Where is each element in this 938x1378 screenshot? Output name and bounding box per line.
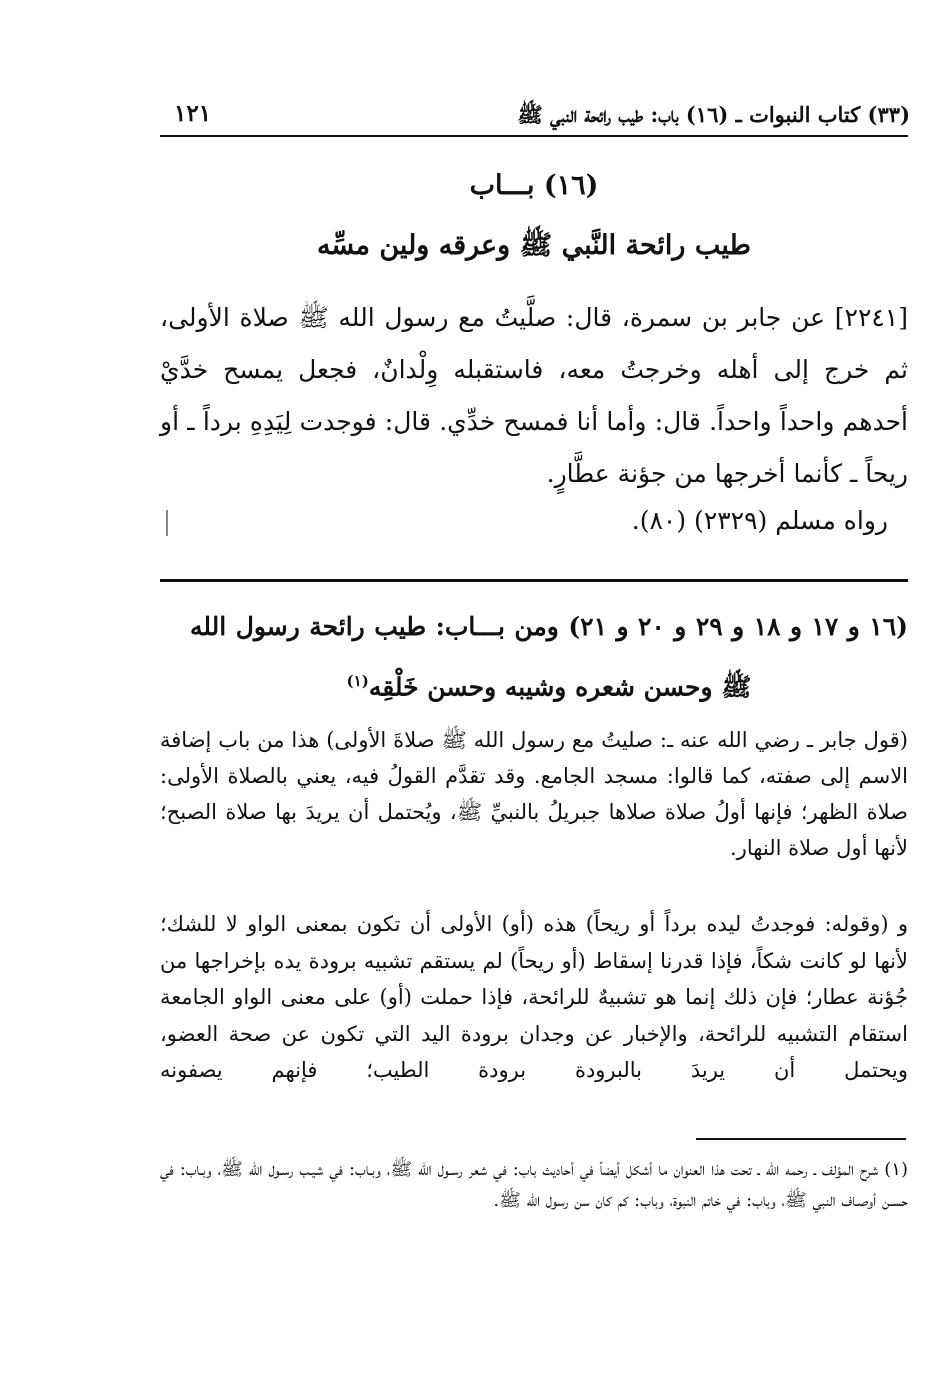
header-title: (٣٣) كتاب النبوات ـ (١٦) باب: طيب رائحة النبي ﷺ [517,102,910,127]
commentary-paragraph-1: (قول جابر ـ رضي الله عنه ـ: صليتُ مع رسول الله ﷺ صلاةَ الأولى) هذا من باب إضافة الاسم إلى صفته، كما قالوا: مسجد الجامع. وقد تقدَّم القولُ فيه، يعني بالصلاة الأولى: صلاة الظهر؛ فإنها أولُ صلاة صلاها جبريلُ بالنبيِّ ﷺ، ويُحتمل أن يريدَ بها صلاة الصبح؛ لأنها أول صلاة النهار. [160,728,908,860]
section-divider [160,579,908,582]
footnote-reference: (١) [346,672,369,690]
margin-mark [166,510,168,536]
commentary-heading-text: (١٦ و ١٧ و ١٨ و ٢٩ و ٢٠ و ٢١) ومن بـــاب: طيب رائحة رسول الله ﷺ وحسن شعره وشيبه وحسن خَلْقِه [190,612,908,702]
chapter-title: طيب رائحة النَّبي ﷺ وعرقه ولين مسِّه [316,230,752,261]
commentary-paragraph-2: و (وقوله: فوجدتُ ليده برداً أو ريحاً) هذه (أو) الأولى أن تكون بمعنى الواو لا للشك؛ لأنها لو كانت شكاً، فإذا قدرنا إسقاط (أو ريحاً) لم يستقم تشبيه برودة يده بإخراجها من جُؤنة عطار؛ فإن ذلك إنما هو تشبيهٌ للرائحة، فإذا حملت (أو) على معنى الواو الجامعة استقام التشبيه للرائحة، والإخبار عن وجدان برودة اليد التي تكون عن صحة العضو، ويحتمل أن يريدَ بالبرودة برودة الطيب؛ فإنهم يصفونه [160,912,908,1082]
page-number: ١٢١ [174,100,212,127]
hadith-text: [٢٢٤١] عن جابر بن سمرة، قال: صلَّيتُ مع رسول الله ﷺ صلاة الأولى، ثم خرج إلى أهله وخرجتُ معه، فاستقبله وِلْدانٌ، فجعل يمسح خدَّيْ أحدهم واحداً واحداً. قال: وأما أنا فمسح خدِّي. قال: فوجدت لِيَدِهِ برداً ـ أو ريحاً ـ كأنما أخرجها من جؤنة عطَّارٍ. [160,303,908,488]
hadith-source [160,506,908,535]
header-divider [160,135,908,137]
running-header [160,98,910,132]
hadith-source-text: رواه مسلم (٢٣٢٩) (٨٠). [631,506,888,535]
chapter-label: (١٦) بـــاب [469,170,599,201]
commentary-heading [190,600,908,714]
footnote: (١) شرح المؤلف ـ رحمه الله ـ تحت هذا العنوان ما أشكل أيضاً في أحاديث باب: في شعر رسـول الله ﷺ، وبـاب: في شيـب رسـول الله ﷺ، وبـاب: في حسـن أوصـاف النبي ﷺ، وباب: في خاتم النبوة، وباب: كم كان سن رسول الله ﷺ. [160,1159,908,1211]
footnote-divider [696,1138,906,1140]
